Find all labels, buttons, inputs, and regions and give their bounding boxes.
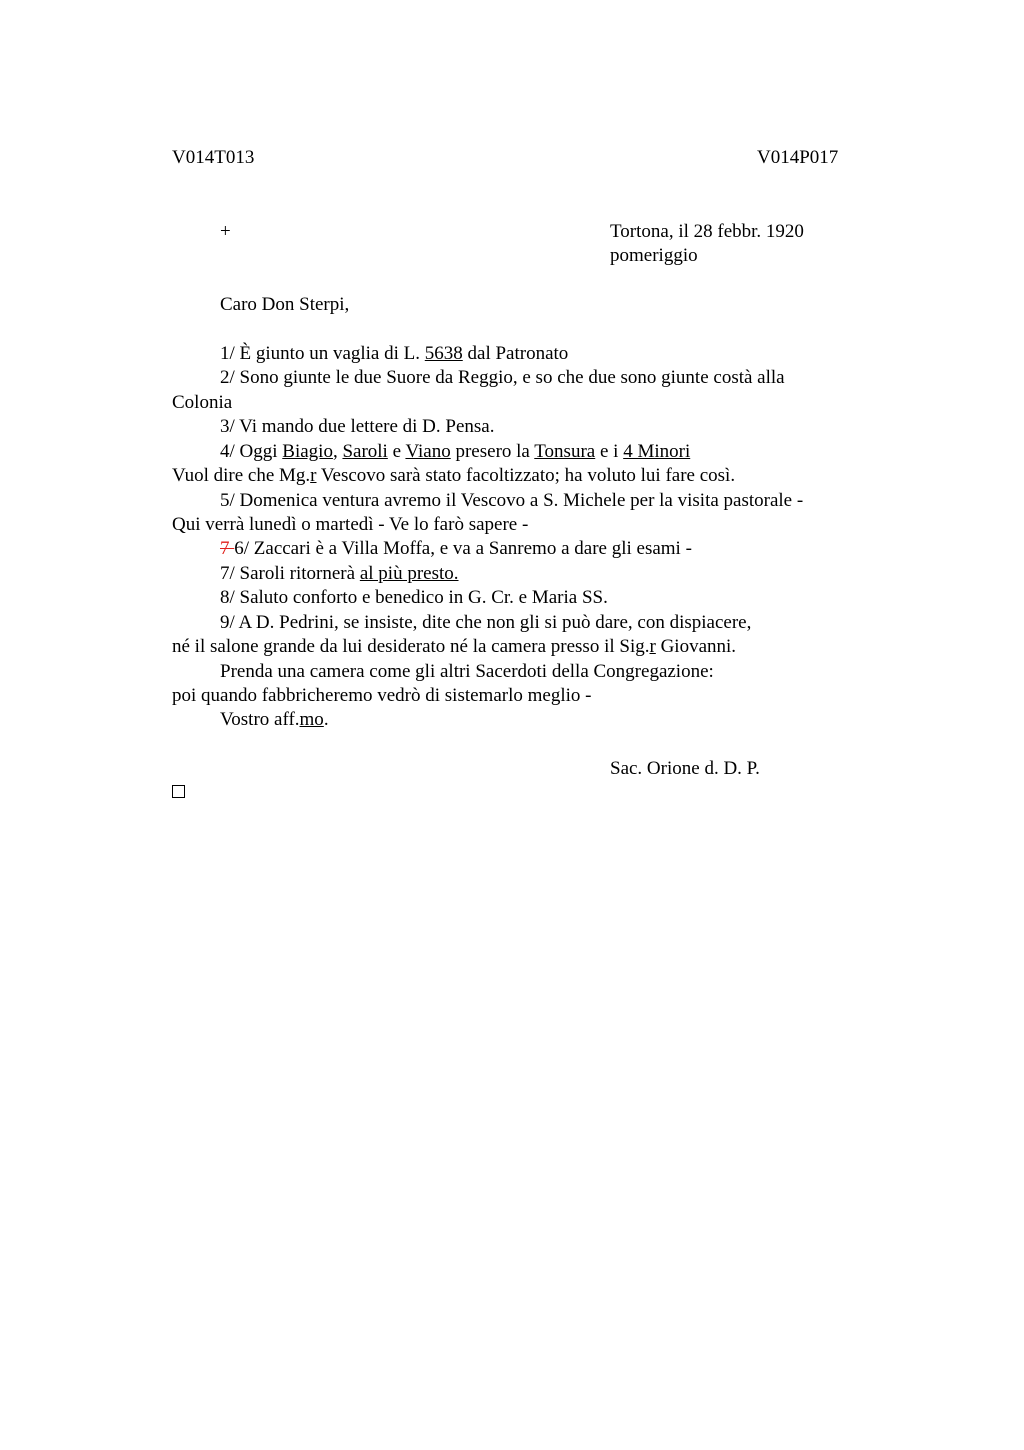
item-4-line-2: Vuol dire che Mg.r Vescovo sarà stato facoltizzato; ha voluto lui fare così. bbox=[172, 465, 736, 486]
document-code-left: V014T013 bbox=[172, 147, 255, 168]
checkbox-square-icon bbox=[172, 785, 185, 798]
item-1: 1/ È giunto un vaglia di L. 5638 dal Patronato bbox=[220, 343, 569, 364]
amount: 5638 bbox=[424, 343, 463, 364]
document-code-right: V014P017 bbox=[757, 147, 839, 168]
name-biagio: Biagio bbox=[282, 441, 333, 462]
name-viano: Viano bbox=[405, 441, 451, 462]
place-date: Tortona, il 28 febbr. 1920 bbox=[610, 221, 804, 242]
item-4-line-1: 4/ Oggi Biagio, Saroli e Viano presero la Tonsura e i 4 Minori bbox=[220, 441, 691, 462]
final-paragraph-line-2: poi quando fabbricheremo vedrò di sistemarlo meglio - bbox=[172, 685, 592, 706]
tonsura: Tonsura bbox=[534, 441, 596, 462]
item-9-line-1: 9/ A D. Pedrini, se insiste, dite che non gli si può dare, con dispiacere, bbox=[220, 612, 752, 633]
item-7: 7/ Saroli ritornerà al più presto. bbox=[220, 563, 459, 584]
item-8: 8/ Saluto conforto e benedico in G. Cr. e Maria SS. bbox=[220, 587, 608, 608]
struck-number: 7 bbox=[220, 538, 235, 559]
name-saroli: Saroli bbox=[342, 441, 388, 462]
emphasis: al più presto. bbox=[359, 563, 459, 584]
item-5-line-1: 5/ Domenica ventura avremo il Vescovo a S. Michele per la visita pastorale - bbox=[220, 490, 804, 511]
item-9-line-2: né il salone grande da lui desiderato né la camera presso il Sig.r Giovanni. bbox=[172, 636, 737, 657]
item-5-line-2: Qui verrà lunedì o martedì - Ve lo farò sapere - bbox=[172, 514, 529, 535]
item-3: 3/ Vi mando due lettere di D. Pensa. bbox=[220, 416, 495, 437]
salutation: Caro Don Sterpi, bbox=[220, 294, 350, 315]
minori: 4 Minori bbox=[623, 441, 691, 462]
item-2-line-2: Colonia bbox=[172, 392, 233, 413]
final-paragraph-line-1: Prenda una camera come gli altri Sacerdoti della Congregazione: bbox=[220, 661, 714, 682]
item-6: 7 6/ Zaccari è a Villa Moffa, e va a Sanremo a dare gli esami - bbox=[220, 538, 692, 559]
cross-symbol: + bbox=[220, 221, 231, 242]
time-of-day: pomeriggio bbox=[610, 245, 698, 266]
signature: Sac. Orione d. D. P. bbox=[610, 758, 760, 779]
closing: Vostro aff.mo. bbox=[220, 709, 329, 730]
item-2-line-1: 2/ Sono giunte le due Suore da Reggio, e so che due sono giunte costà alla bbox=[220, 367, 785, 388]
